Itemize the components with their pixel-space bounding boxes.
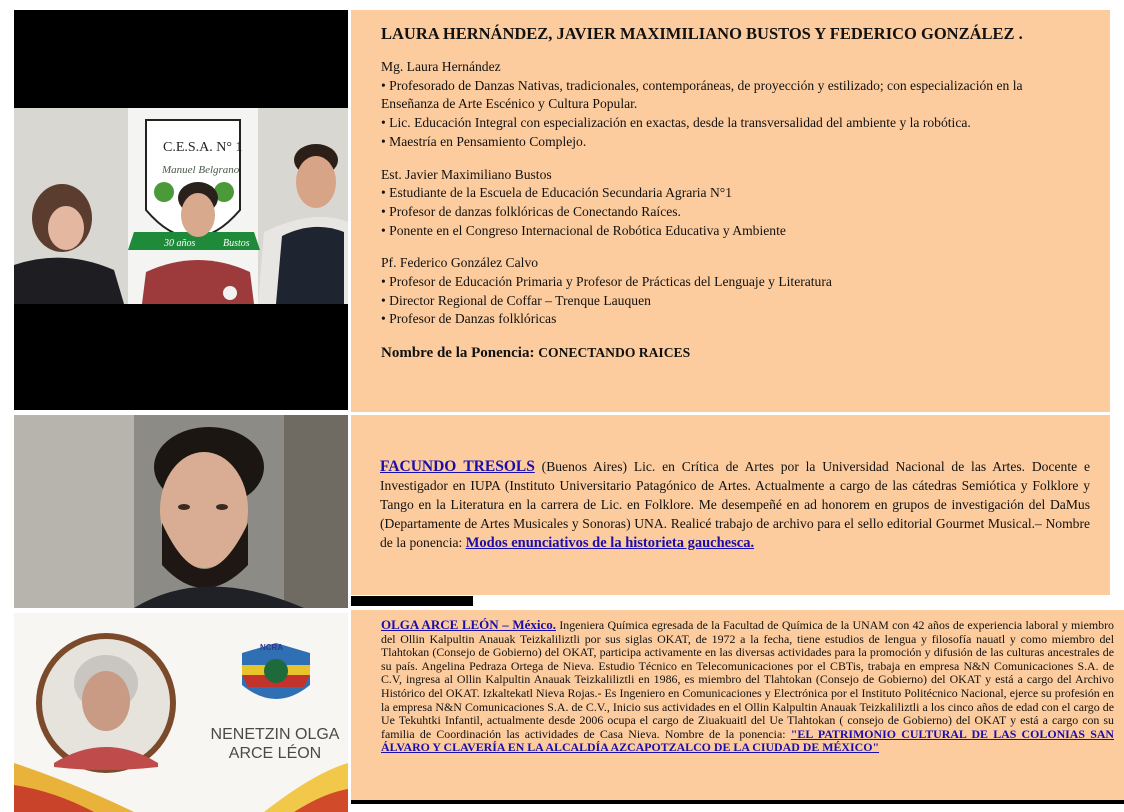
olga-arce-leon-link[interactable]: OLGA ARCE LEÓN – México.: [381, 617, 557, 632]
ponencia-label: Nombre de la Ponencia:: [381, 345, 535, 362]
ponencia-line: [381, 345, 1080, 362]
person-item: • Estudiante de la Escuela de Educación Secundaria Agraria N°1: [381, 185, 733, 201]
portrait-image: [14, 415, 348, 608]
olga-bio-body: Ingeniera Química egresada de la Facultad de Química de la UNAM con 42 años de experiencia laboral y miembro del Ollin Kalpultin Anauak Teizkaliliztli por sus siglas OKAT, de 1972 a la fecha, tiene estudios de lengua y filosofía nauatl y como miembro del Tlahtokan (Consejo de Gobierno) del OKAT, participa activamente en las diversas actividades para la promoción y difusión de las culturas ancestrales de su país. Angelina Pedraza Ortega de Nieva. Estudio Técnico en Telecomunicaciones por el CBTis, trabaja en empresa N&N Comunicaciones S.A. de C.V, ingresa al Ollin Kalpultin Anauak Teizkaliliztli en 1986, es miembro del Tlahtokan (Consejo de Gobierno) del OKAT y está a cargo del Archivo Histórico del OKAT. Izkaltekatl Nieva Rojas.- Es Ingeniero en Comunicaciones y Electrónica por el Instituto Politécnico Nacional, ejerce su profesión en la empresa N&N Comunicaciones S.A. de C.V., Inicio sus actividades en el Ollin Kalpultin Anauak Teizkaliliztli a los cinco años de edad con el cargo de Ue Tekuhtki Infantil, actualmente desde 2006 ocupa el cargo de Ziuakuaitl del Ue Tlahtokan ( consejo de Gobierno) del OKAT y está a cargo con su familia de Coordinación las actividades de Casa Nieva. Nombre de la ponencia:: [381, 618, 1114, 741]
card-image: [14, 613, 348, 812]
person-item: • Profesor de danzas folklóricas de Conectando Raíces.: [381, 203, 681, 219]
separator-bar: [351, 596, 473, 606]
ponencia-title: CONECTANDO RAICES: [538, 345, 691, 361]
person-item: • Ponente en el Congreso Internacional de Robótica Educativa y Ambiente: [381, 222, 786, 238]
person-item: • Profesorado de Danzas Nativas, tradicionales, contemporáneas, de proyección y estilizado; con especialización en la Enseñanza de Arte Escénico y Cultura Popular.: [381, 77, 1023, 112]
olga-arce-leon-card: [14, 613, 348, 812]
card-caption: [202, 725, 348, 763]
facundo-ponencia-link[interactable]: Modos enunciativos de la historieta gauchesca.: [465, 535, 755, 551]
facundo-bio-text: [380, 457, 1090, 553]
person-block-2: [381, 166, 1080, 241]
speakers-heading: LAURA HERNÁNDEZ, JAVIER MAXIMILIANO BUSTOS Y FEDERICO GONZÁLEZ .: [381, 24, 1023, 43]
person-item: • Profesor de Educación Primaria y Profesor de Prácticas del Lenguaje y Literatura: [381, 274, 832, 290]
olga-arce-leon-bio-panel: [351, 610, 1124, 800]
speakers-group-photo: [14, 10, 348, 410]
olga-bio-text: [381, 618, 1114, 755]
facundo-tresols-link[interactable]: FACUNDO TRESOLS: [380, 458, 535, 475]
speakers-group-bio-panel: [351, 10, 1110, 412]
bottom-border: [351, 800, 1124, 804]
sign-banner: 30 años: [164, 238, 196, 249]
olga-ponencia-link[interactable]: "EL PATRIMONIO CULTURAL DE LAS COLONIAS SAN ÁLVARO Y CLAVERÍA EN LA ALCALDÍA AZCAPOTZALCO DE LA CIUDAD DE MÉXICO": [381, 726, 1115, 755]
caption-line2: ARCE LÉON: [228, 745, 322, 762]
group-photo-image: [14, 10, 348, 410]
person-item: • Director Regional de Coffar – Trenque Lauquen: [381, 292, 651, 308]
sign-line2: Manuel Belgrano: [162, 164, 240, 176]
person-name: Est. Javier Maximiliano Bustos: [381, 166, 552, 182]
sign-line1: C.E.S.A. N° 1: [163, 140, 243, 155]
badge-text: NCRA: [260, 643, 284, 652]
facundo-tresols-photo: [14, 415, 348, 608]
facundo-tresols-bio-panel: [351, 415, 1110, 595]
facundo-bio-body: (Buenos Aires) Lic. en Crítica de Artes por la Universidad Nacional de las Artes. Docente e Investigador en IUPA (Instituto Universitario Patagónico de Artes. Actualmente a cargo de las cátedras Semiótica y Folklore y Tango en la Literatura en la carrera de Lic. en Folklore. Me desempeñé en ad honorem en grupos de investigación del DaMus (Departamente de Artes Musicales y Sonoras) UNA. Realicé trabajo de archivo para el sello editorial Gourmet Musical.– Nombre de la ponencia:: [380, 459, 1090, 550]
person-item: • Lic. Educación Integral con especialización en exactas, desde la transversalidad del ambiente y la robótica.: [381, 115, 971, 131]
person-block-1: [381, 58, 1080, 152]
person-item: • Profesor de Danzas folklóricas: [381, 311, 557, 327]
person-block-3: [381, 254, 1080, 329]
person-item: • Maestría en Pensamiento Complejo.: [381, 133, 587, 149]
sign-banner-right: Bustos: [223, 238, 250, 249]
person-name: Mg. Laura Hernández: [381, 59, 501, 74]
person-name: Pf. Federico González Calvo: [381, 255, 539, 271]
caption-line1: NENETZIN OLGA: [210, 726, 340, 743]
